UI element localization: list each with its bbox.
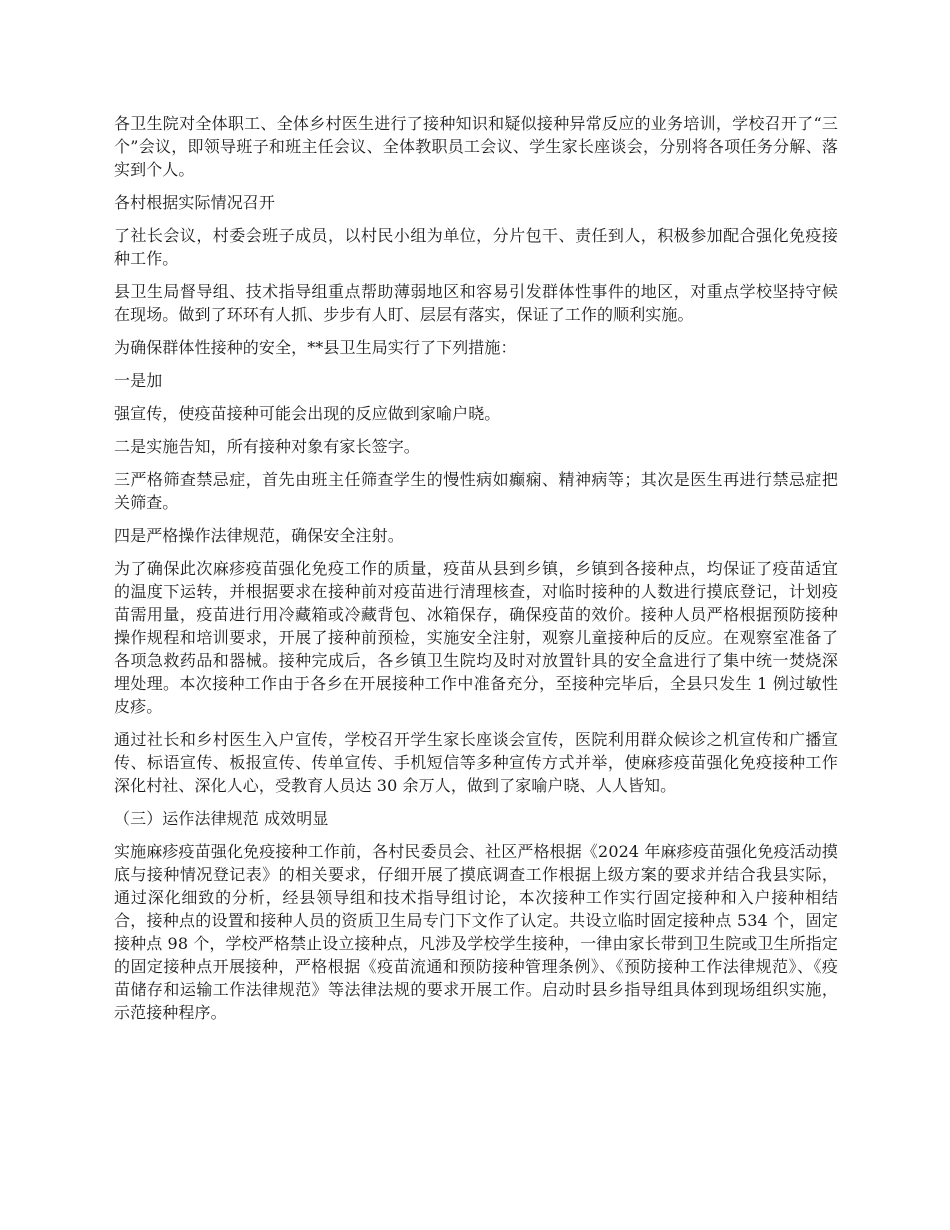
paragraph-measure-1: 强宣传，使疫苗接种可能会出现的反应做到家喻户晓。 xyxy=(114,404,501,423)
paragraph-measure-4: 四是严格操作法律规范，确保安全注射。 xyxy=(114,526,404,545)
paragraph-measure-2: 二是实施告知，所有接种对象有家长签字。 xyxy=(114,437,420,456)
paragraph-supervision: 县卫生局督导组、技术指导组重点帮助薄弱地区和容易引发群体性事件的地区，对重点学校坚持守候在现场。做到了环环有人抓、步步有人盯、层层有落实，保证了工作的顺利实施。 xyxy=(114,282,838,324)
section-heading: （三）运作法律规范 成效明显 xyxy=(114,809,329,828)
paragraph-measure-3: 三严格筛查禁忌症，首先由班主任筛查学生的慢性病如癫痫、精神病等；其次是医生再进行禁忌症把关筛查。 xyxy=(114,470,838,512)
paragraph-vaccine-quality: 为了确保此次麻疹疫苗强化免疫工作的质量，疫苗从县到乡镇，乡镇到各接种点，均保证了疫苗适宜的温度下运转，并根据要求在接种前对疫苗进行清理核查，对临时接种的人数进行摸底登记，计划疫苗需用量，疫苗进行用冷藏箱或冷藏背包、冰箱保存，确保疫苗的效价。接种人员严格根据预防接种操作规程和培训要求，开展了接种前预检，实施安全注射，观察儿童接种后的反应。在观察室准备了各项急救药品和器械。接种完成后，各乡镇卫生院均及时对放置针具的安全盒进行了集中统一焚烧深埋处理。本次接种工作由于各乡在开展接种工作中准备充分，至接种完毕后，全县只发生 1 例过敏性皮疹。 xyxy=(114,559,838,716)
paragraph-publicity: 通过社长和乡村医生入户宣传，学校召开学生家长座谈会宣传，医院利用群众候诊之机宣传和广播宣传、标语宣传、板报宣传、传单宣传、手机短信等多种宣传方式并举，使麻疹疫苗强化免疫接种工作深化村社、深化人心，受教育人员达 30 余万人，做到了家喻户晓、人人皆知。 xyxy=(114,730,838,795)
paragraph-implementation: 实施麻疹疫苗强化免疫接种工作前，各村民委员会、社区严格根据《2024 年麻疹疫苗强化免疫活动摸底与接种情况登记表》的相关要求，仔细开展了摸底调查工作根据上级方案的要求并结合我县实际，通过深化细致的分析，经县领导组和技术指导组讨论，本次接种工作实行固定接种和入户接种相结合，接种点的设置和接种人员的资质卫生局专门下文作了认定。共设立临时固定接种点 534 个，固定接种点 98 个，学校严格禁止设立接种点，凡涉及学校学生接种，一律由家长带到卫生院或卫生所指定的固定接种点开展接种，严格根据《疫苗流通和预防接种管理条例》、《预防接种工作法律规范》、《疫苗储存和运输工作法律规范》等法律法规的要求开展工作。启动时县乡指导组具体到现场组织实施，示范接种程序。 xyxy=(114,842,838,1022)
paragraph-village-meeting: 了社长会议，村委会班子成员，以村民小组为单位，分片包干、责任到人，积极参加配合强化免疫接种工作。 xyxy=(114,226,838,268)
paragraph-measures-intro: 为确保群体性接种的安全，**县卫生局实行了下列措施： xyxy=(114,338,517,357)
paragraph-village-meeting-start: 各村根据实际情况召开 xyxy=(114,193,276,212)
paragraph-training: 各卫生院对全体职工、全体乡村医生进行了接种知识和疑似接种异常反应的业务培训，学校召开了“三个”会议，即领导班子和班主任会议、全体教职员工会议、学生家长座谈会，分别将各项任务分解、落实到个人。 xyxy=(114,114,838,179)
paragraph-measure-1-start: 一是加 xyxy=(114,371,163,390)
